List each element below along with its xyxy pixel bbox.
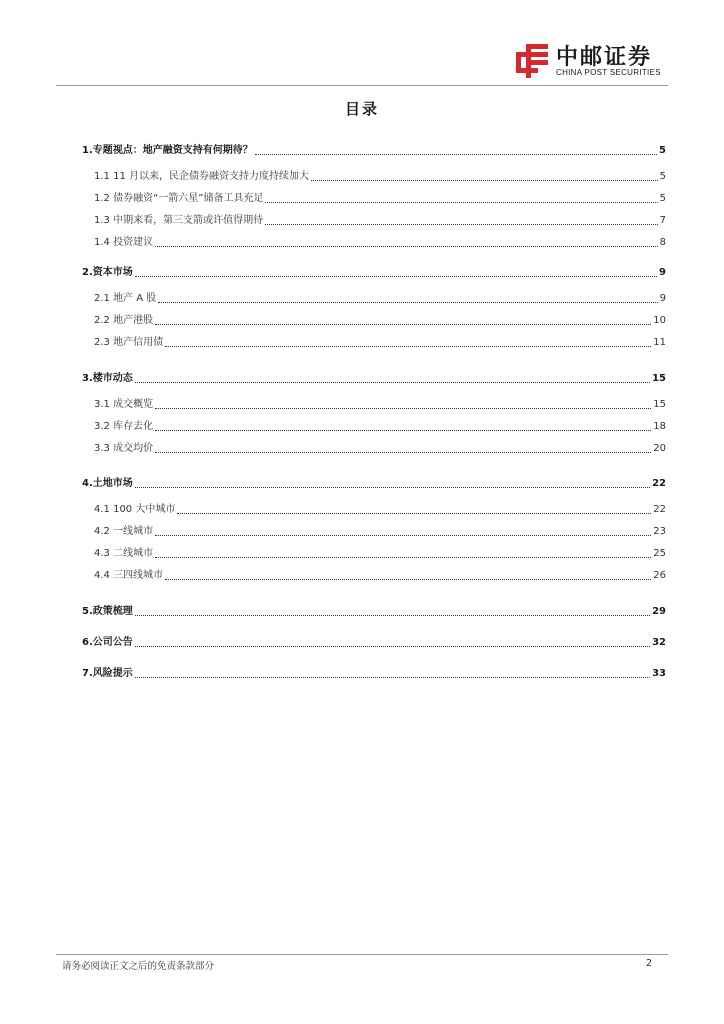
toc-dot-leader bbox=[135, 382, 650, 383]
toc-entry-page: 20 bbox=[653, 443, 666, 454]
toc-entry-page: 18 bbox=[653, 421, 666, 432]
toc-entry-label: 1.4 投资建议 bbox=[94, 237, 154, 248]
toc-dot-leader bbox=[265, 224, 658, 225]
toc-section-entry[interactable] bbox=[82, 366, 666, 386]
toc-entry-label: 3.1 成交概览 bbox=[94, 399, 154, 410]
toc-subsection-entry[interactable] bbox=[94, 230, 666, 250]
toc-entry-label: 6.公司公告 bbox=[82, 637, 133, 648]
toc-entry-page: 10 bbox=[653, 315, 666, 326]
toc-entry-label: 3.2 库存去化 bbox=[94, 421, 154, 432]
toc-section-entry[interactable] bbox=[82, 138, 666, 158]
toc-entry-page: 32 bbox=[652, 637, 666, 648]
page-header bbox=[0, 0, 724, 86]
toc-entry-label: 4.4 三四线城市 bbox=[94, 570, 164, 581]
toc-entry-page: 22 bbox=[652, 478, 666, 489]
toc-subsection-entry[interactable] bbox=[94, 330, 666, 350]
toc-dot-leader bbox=[135, 276, 657, 277]
toc-entry-page: 9 bbox=[659, 293, 666, 304]
toc-dot-leader bbox=[135, 677, 650, 678]
toc-entry-page: 29 bbox=[652, 606, 666, 617]
toc-entry-page: 26 bbox=[653, 570, 666, 581]
toc-dot-leader bbox=[155, 452, 651, 453]
toc-subsection-entry[interactable] bbox=[94, 164, 666, 184]
toc-entry-label: 2.1 地产 A 股 bbox=[94, 293, 157, 304]
toc-entry-label: 1.1 11 月以来，民企债券融资支持力度持续加大 bbox=[94, 171, 309, 182]
header-divider bbox=[56, 85, 668, 86]
toc-entry-label: 3.楼市动态 bbox=[82, 373, 133, 384]
toc-dot-leader bbox=[155, 324, 651, 325]
brand-name-cn: 中邮证券 bbox=[556, 45, 653, 70]
toc-subsection-entry[interactable] bbox=[94, 563, 666, 583]
footer-page-number: 2 bbox=[645, 958, 652, 969]
toc-entry-page: 25 bbox=[653, 548, 666, 559]
toc-entry-page: 22 bbox=[653, 504, 666, 515]
toc-subsection-entry[interactable] bbox=[94, 519, 666, 539]
toc-entry-label: 1.3 中期来看，第三支箭或许值得期待 bbox=[94, 215, 264, 226]
toc-entry-label: 5.政策梳理 bbox=[82, 606, 133, 617]
toc-dot-leader bbox=[155, 557, 651, 558]
toc-section-entry[interactable] bbox=[82, 260, 666, 280]
footer-divider bbox=[56, 954, 668, 955]
toc-entry-page: 8 bbox=[659, 237, 666, 248]
toc-entry-page: 15 bbox=[653, 399, 666, 410]
toc-dot-leader bbox=[155, 246, 658, 247]
toc-entry-page: 23 bbox=[653, 526, 666, 537]
toc-dot-leader bbox=[265, 202, 657, 203]
toc-entry-page: 5 bbox=[659, 171, 666, 182]
toc-title: 目录 bbox=[344, 100, 379, 118]
toc-subsection-entry[interactable] bbox=[94, 541, 666, 561]
toc-dot-leader bbox=[255, 154, 657, 155]
toc-dot-leader bbox=[135, 615, 650, 616]
toc-dot-leader bbox=[135, 646, 650, 647]
toc-dot-leader bbox=[165, 346, 651, 347]
brand-name-en: CHINA POST SECURITIES bbox=[556, 68, 661, 77]
toc-subsection-entry[interactable] bbox=[94, 436, 666, 456]
toc-entry-label: 1.2 债券融资“一箭六星”储备工具充足 bbox=[94, 193, 264, 204]
toc-section-entry[interactable] bbox=[82, 471, 666, 491]
toc-dot-leader bbox=[155, 430, 651, 431]
toc-dot-leader bbox=[155, 408, 651, 409]
toc-subsection-entry[interactable] bbox=[94, 286, 666, 306]
toc-subsection-entry[interactable] bbox=[94, 308, 666, 328]
toc-entry-page: 11 bbox=[653, 337, 666, 348]
toc-dot-leader bbox=[158, 302, 657, 303]
toc-section-entry[interactable] bbox=[82, 599, 666, 619]
toc-subsection-entry[interactable] bbox=[94, 208, 666, 228]
toc-subsection-entry[interactable] bbox=[94, 186, 666, 206]
toc-section-entry[interactable] bbox=[82, 630, 666, 650]
toc-entry-label: 2.资本市场 bbox=[82, 267, 133, 278]
toc-entry-page: 9 bbox=[659, 267, 666, 278]
toc-entry-label: 4.2 一线城市 bbox=[94, 526, 154, 537]
toc-entry-label: 4.1 100 大中城市 bbox=[94, 504, 176, 515]
toc-entry-page: 15 bbox=[652, 373, 666, 384]
toc-dot-leader bbox=[135, 487, 650, 488]
toc-entry-label: 1.专题视点：地产融资支持有何期待？ bbox=[82, 145, 253, 156]
toc-entry-label: 4.3 二线城市 bbox=[94, 548, 154, 559]
china-post-logo-icon bbox=[512, 42, 550, 80]
toc-entry-page: 7 bbox=[659, 215, 666, 226]
toc-entry-label: 3.3 成交均价 bbox=[94, 443, 154, 454]
toc-subsection-entry[interactable] bbox=[94, 497, 666, 517]
toc-dot-leader bbox=[177, 513, 651, 514]
toc-entry-label: 2.2 地产港股 bbox=[94, 315, 154, 326]
toc-subsection-entry[interactable] bbox=[94, 414, 666, 434]
toc-section-entry[interactable] bbox=[82, 661, 666, 681]
toc-entry-page: 5 bbox=[659, 145, 666, 156]
toc-entry-page: 33 bbox=[652, 668, 666, 679]
toc-dot-leader bbox=[165, 579, 651, 580]
toc-entry-label: 7.风险提示 bbox=[82, 668, 133, 679]
toc-subsection-entry[interactable] bbox=[94, 392, 666, 412]
toc-entry-label: 4.土地市场 bbox=[82, 478, 133, 489]
toc-dot-leader bbox=[155, 535, 651, 536]
footer-disclaimer: 请务必阅读正文之后的免责条款部分 bbox=[62, 961, 215, 972]
toc-entry-label: 2.3 地产信用债 bbox=[94, 337, 164, 348]
toc-dot-leader bbox=[311, 180, 658, 181]
toc-entry-page: 5 bbox=[659, 193, 666, 204]
